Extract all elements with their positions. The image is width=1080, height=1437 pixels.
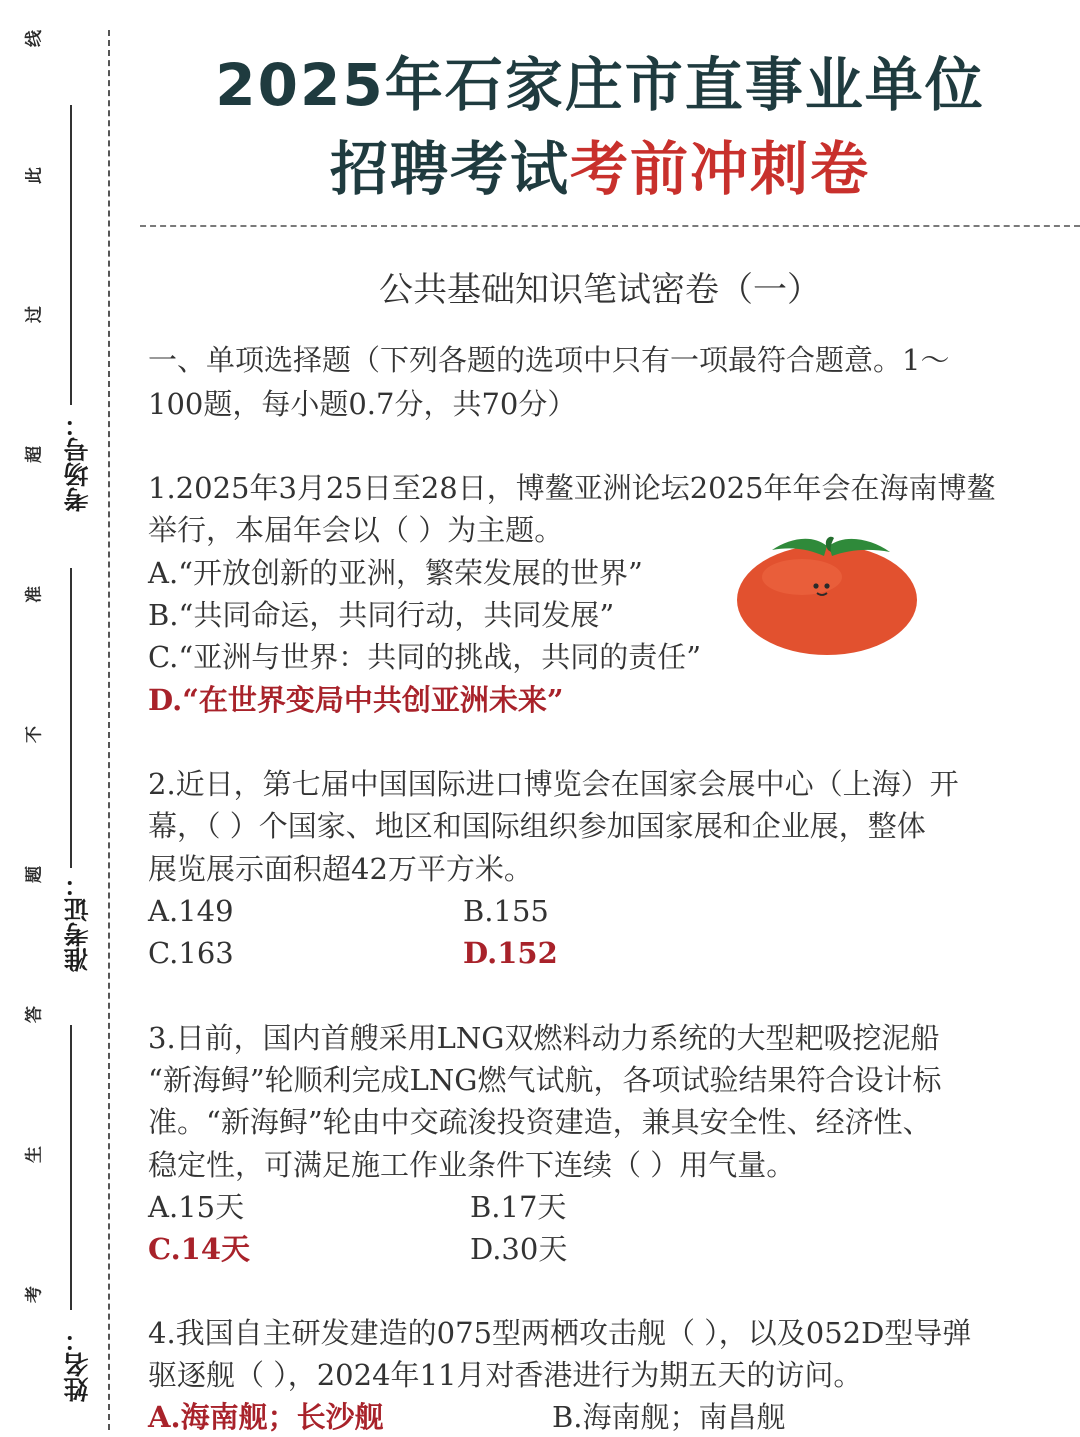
admission-number-line xyxy=(70,568,72,868)
binding-char: 不 xyxy=(24,726,45,743)
question-stem: 展览展示面积超42万平方米。 xyxy=(148,852,533,886)
page-title-line1: 2025年石家庄市直事业单位 xyxy=(215,51,985,119)
option-a-answer: A.海南舰；长沙舰 xyxy=(148,1400,384,1434)
binding-dashed-line xyxy=(108,30,110,1430)
question-stem: 3.日前，国内首艘采用LNG双燃料动力系统的大型耙吸挖泥船 xyxy=(148,1021,940,1055)
binding-char: 超 xyxy=(24,446,45,463)
question-stem: 驱逐舰（ ），2024年11月对香港进行为期五天的访问。 xyxy=(148,1358,863,1392)
option-c: C.163 xyxy=(148,936,234,970)
name-label: 姓名： xyxy=(63,1327,92,1402)
option-d: D.30天 xyxy=(470,1232,568,1266)
question-stem: 幕，（ ）个国家、地区和国际组织参加国家展和企业展，整体 xyxy=(148,809,926,843)
name-line xyxy=(70,1025,72,1310)
section-heading-cont: 100题，每小题0.7分，共70分） xyxy=(148,387,577,421)
option-d-answer: D.“在世界变局中共创亚洲未来” xyxy=(148,683,564,717)
question-stem: 准。“新海鲟”轮由中交疏浚投资建造，兼具安全性、经济性、 xyxy=(148,1105,932,1139)
question-stem: 稳定性，可满足施工作业条件下连续（ ）用气量。 xyxy=(148,1148,796,1182)
option-d-answer: D.152 xyxy=(463,936,558,970)
page-title-line2 xyxy=(150,122,1050,206)
option-b: B.“共同命运，共同行动，共同发展” xyxy=(148,598,615,632)
binding-char: 此 xyxy=(24,167,45,184)
question-stem: 1.2025年3月25日至28日，博鳌亚洲论坛2025年年会在海南博鳌 xyxy=(148,471,996,505)
question-stem: “新海鲟”轮顺利完成LNG燃气试航，各项试验结果符合设计标 xyxy=(148,1063,942,1097)
header-divider xyxy=(140,225,1080,227)
binding-char: 生 xyxy=(24,1146,45,1163)
exam-subtitle: 公共基础知识笔试密卷（一） xyxy=(379,270,821,310)
question-stem: 4.我国自主研发建造的075型两栖攻击舰（ ），以及052D型导弹 xyxy=(148,1316,972,1350)
title-plain: 招聘考试 xyxy=(329,135,570,203)
exam-room-line xyxy=(70,105,72,405)
question-stem: 2.近日，第七届中国国际进口博览会在国家会展中心（上海）开 xyxy=(148,767,959,801)
option-a: A.“开放创新的亚洲，繁荣发展的世界” xyxy=(148,556,643,590)
title-accent: 考前冲刺卷 xyxy=(570,135,871,203)
option-c-answer: C.14天 xyxy=(148,1232,251,1266)
binding-char: 过 xyxy=(24,306,45,323)
admission-number-label: 准考证： xyxy=(63,872,92,972)
option-b: B.海南舰；南昌舰 xyxy=(552,1400,786,1434)
option-a: A.149 xyxy=(148,894,234,928)
binding-char: 答 xyxy=(24,1006,45,1023)
option-a: A.15天 xyxy=(148,1190,245,1224)
exam-room-label: 考场号： xyxy=(63,412,92,512)
tomato-sticker-icon xyxy=(732,532,922,657)
binding-char: 准 xyxy=(24,586,45,603)
option-c: C.“亚洲与世界：共同的挑战，共同的责任” xyxy=(148,640,702,674)
option-b: B.155 xyxy=(463,894,549,928)
binding-char: 题 xyxy=(24,866,45,883)
binding-char: 线 xyxy=(24,30,45,47)
binding-char: 考 xyxy=(24,1286,45,1303)
question-stem: 举行，本届年会以（ ）为主题。 xyxy=(148,513,564,547)
option-b: B.17天 xyxy=(470,1190,567,1224)
section-heading: 一、单项选择题（下列各题的选项中只有一项最符合题意。1～ xyxy=(148,343,950,377)
